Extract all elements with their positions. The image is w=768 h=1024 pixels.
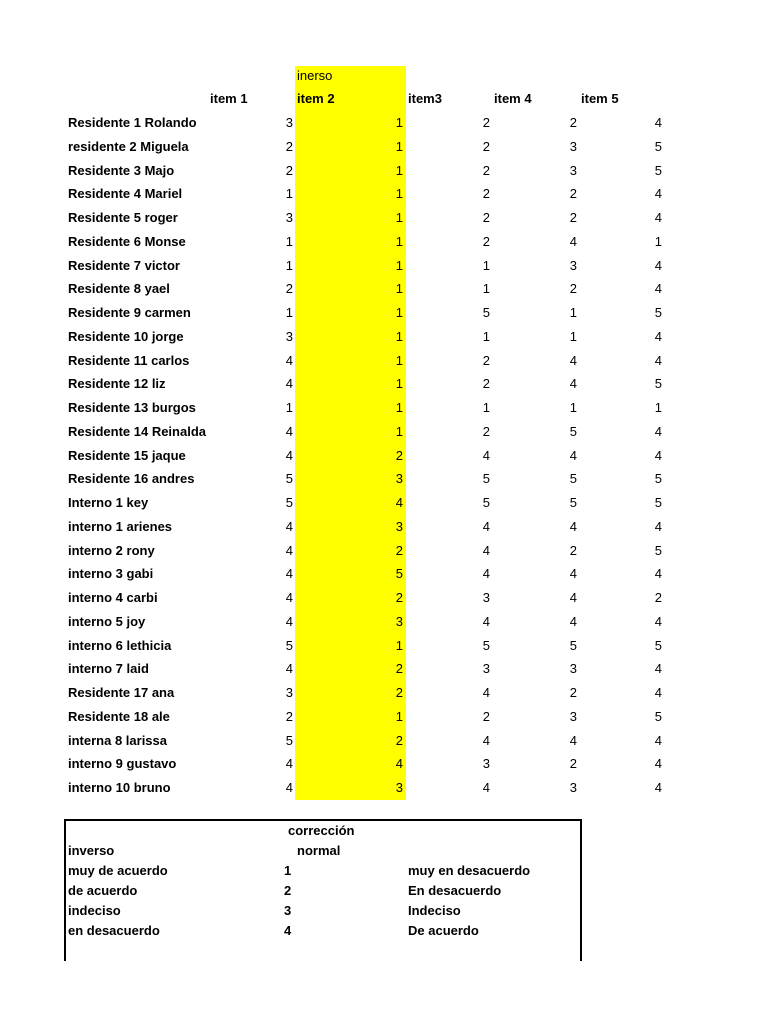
row-value-item5[interactable]: 4 [654, 732, 662, 748]
row-value-item5[interactable]: 4 [654, 257, 662, 273]
col-header-item5[interactable]: item 5 [581, 91, 619, 106]
row-name[interactable]: Residente 16 andres [68, 471, 195, 487]
row-value-item1[interactable]: 5 [285, 471, 293, 487]
row-value-item2[interactable]: 2 [395, 661, 403, 677]
row-value-item1[interactable]: 1 [285, 400, 293, 415]
row-value-item5[interactable]: 4 [654, 186, 662, 202]
row-name[interactable]: interna 8 larissa [68, 732, 167, 748]
row-name[interactable]: interno 3 gabi [68, 566, 154, 582]
legend-value[interactable]: 2 [284, 883, 292, 898]
row-value-item5[interactable]: 4 [654, 352, 662, 368]
row-value-item5[interactable]: 4 [654, 613, 662, 629]
row-name[interactable]: Residente 1 Rolando [68, 115, 197, 130]
legend-value[interactable]: 1 [284, 863, 292, 878]
row-value-item5[interactable]: 2 [654, 590, 662, 605]
row-value-item2[interactable]: 1 [395, 138, 403, 154]
row-value-item5[interactable]: 4 [654, 210, 662, 225]
row-name[interactable]: Residente 18 ale [68, 708, 170, 724]
row-value-item3[interactable]: 2 [482, 138, 490, 154]
row-value-item4[interactable]: 5 [569, 423, 577, 439]
row-value-item5[interactable]: 5 [654, 495, 662, 510]
row-name[interactable]: Residente 12 liz [68, 376, 166, 392]
legend-col-inverso[interactable]: inverso [68, 843, 115, 858]
row-value-item5[interactable]: 4 [654, 281, 662, 297]
row-value-item1[interactable]: 2 [285, 281, 293, 297]
row-name[interactable]: Residente 17 ana [68, 685, 175, 700]
row-name[interactable]: interno 4 carbi [68, 590, 158, 605]
row-value-item3[interactable]: 2 [482, 186, 490, 202]
legend-normal-label[interactable]: Indeciso [408, 903, 461, 918]
row-name[interactable]: residente 2 Miguela [68, 138, 189, 154]
row-value-item3[interactable]: 5 [482, 471, 490, 487]
row-value-item3[interactable]: 2 [482, 162, 490, 178]
row-value-item1[interactable]: 2 [285, 708, 293, 724]
row-value-item3[interactable]: 5 [482, 495, 490, 510]
col-header-item4[interactable]: item 4 [494, 91, 532, 106]
row-value-item3[interactable]: 3 [482, 590, 490, 605]
row-value-item5[interactable]: 4 [654, 115, 662, 130]
row-value-item5[interactable]: 1 [654, 400, 662, 415]
row-value-item4[interactable]: 4 [569, 566, 577, 582]
row-value-item5[interactable]: 4 [654, 685, 662, 700]
row-value-item3[interactable]: 2 [482, 376, 490, 392]
row-value-item3[interactable]: 4 [482, 732, 490, 748]
row-value-item5[interactable]: 4 [654, 780, 662, 795]
row-value-item3[interactable]: 3 [482, 661, 490, 677]
row-name[interactable]: interno 9 gustavo [68, 756, 177, 772]
row-value-item4[interactable]: 2 [569, 115, 577, 130]
row-value-item1[interactable]: 4 [285, 756, 293, 772]
row-value-item4[interactable]: 5 [569, 495, 577, 510]
col-header-item2[interactable]: item 2 [297, 91, 335, 106]
row-value-item1[interactable]: 4 [285, 447, 293, 463]
row-value-item5[interactable]: 5 [654, 162, 662, 178]
row-value-item4[interactable]: 2 [569, 542, 577, 558]
row-value-item4[interactable]: 4 [569, 590, 577, 605]
legend-title[interactable]: corrección [288, 823, 355, 838]
row-value-item2[interactable]: 1 [395, 257, 403, 273]
row-value-item3[interactable]: 2 [482, 115, 490, 130]
legend-inverso-label[interactable]: en desacuerdo [68, 923, 160, 938]
row-value-item4[interactable]: 2 [569, 281, 577, 297]
row-name[interactable]: Residente 13 burgos [68, 400, 196, 415]
row-value-item4[interactable]: 4 [569, 613, 577, 629]
row-name[interactable]: Residente 14 Reinalda [68, 423, 206, 439]
row-name[interactable]: Residente 4 Mariel [68, 186, 183, 202]
row-value-item1[interactable]: 3 [285, 115, 293, 130]
row-value-item4[interactable]: 3 [569, 780, 577, 795]
row-value-item2[interactable]: 1 [395, 210, 403, 225]
row-value-item3[interactable]: 2 [482, 423, 490, 439]
row-value-item2[interactable]: 4 [395, 756, 403, 772]
row-value-item2[interactable]: 1 [395, 423, 403, 439]
row-value-item5[interactable]: 4 [654, 661, 662, 677]
row-value-item2[interactable]: 1 [395, 637, 403, 653]
row-value-item5[interactable]: 4 [654, 756, 662, 772]
row-value-item1[interactable]: 5 [285, 495, 293, 510]
row-value-item5[interactable]: 4 [654, 447, 662, 463]
row-name[interactable]: Residente 10 jorge [68, 328, 184, 344]
row-name[interactable]: Residente 7 victor [68, 257, 180, 273]
row-value-item5[interactable]: 1 [654, 233, 662, 249]
row-value-item2[interactable]: 1 [395, 115, 403, 130]
row-value-item3[interactable]: 4 [482, 613, 490, 629]
row-value-item5[interactable]: 5 [654, 637, 662, 653]
row-value-item1[interactable]: 4 [285, 566, 293, 582]
row-value-item4[interactable]: 2 [569, 685, 577, 700]
row-value-item3[interactable]: 2 [482, 352, 490, 368]
row-value-item3[interactable]: 4 [482, 518, 490, 534]
row-name[interactable]: Residente 15 jaque [68, 447, 186, 463]
row-value-item4[interactable]: 4 [569, 376, 577, 392]
row-value-item1[interactable]: 4 [285, 590, 293, 605]
row-value-item1[interactable]: 1 [285, 305, 293, 320]
row-value-item2[interactable]: 1 [395, 305, 403, 320]
row-value-item3[interactable]: 4 [482, 566, 490, 582]
row-value-item5[interactable]: 4 [654, 328, 662, 344]
row-value-item1[interactable]: 1 [285, 233, 293, 249]
row-value-item4[interactable]: 2 [569, 756, 577, 772]
row-value-item4[interactable]: 3 [569, 708, 577, 724]
row-value-item4[interactable]: 3 [569, 661, 577, 677]
row-value-item2[interactable]: 2 [395, 732, 403, 748]
row-value-item3[interactable]: 2 [482, 233, 490, 249]
row-value-item5[interactable]: 5 [654, 305, 662, 320]
row-value-item2[interactable]: 2 [395, 542, 403, 558]
row-value-item2[interactable]: 1 [395, 233, 403, 249]
row-name[interactable]: Residente 3 Majo [68, 162, 175, 178]
row-name[interactable]: interno 10 bruno [68, 780, 171, 795]
legend-inverso-label[interactable]: de acuerdo [68, 883, 138, 898]
row-value-item3[interactable]: 1 [482, 281, 490, 297]
row-value-item1[interactable]: 4 [285, 613, 293, 629]
legend-normal-label[interactable]: En desacuerdo [408, 883, 502, 898]
legend-inverso-label[interactable]: indeciso [68, 903, 121, 918]
row-value-item4[interactable]: 5 [569, 637, 577, 653]
row-value-item1[interactable]: 4 [285, 542, 293, 558]
row-value-item3[interactable]: 2 [482, 708, 490, 724]
row-value-item2[interactable]: 2 [395, 685, 403, 700]
row-value-item4[interactable]: 3 [569, 257, 577, 273]
row-name[interactable]: interno 6 lethicia [68, 637, 172, 653]
row-value-item3[interactable]: 2 [482, 210, 490, 225]
row-value-item3[interactable]: 5 [482, 637, 490, 653]
row-value-item1[interactable]: 4 [285, 352, 293, 368]
row-value-item4[interactable]: 1 [569, 328, 577, 344]
row-value-item2[interactable]: 1 [395, 400, 403, 415]
row-value-item2[interactable]: 1 [395, 328, 403, 344]
row-value-item1[interactable]: 3 [285, 685, 293, 700]
row-value-item2[interactable]: 2 [395, 590, 403, 605]
legend-col-normal[interactable]: normal [297, 843, 341, 858]
row-value-item1[interactable]: 2 [285, 162, 293, 178]
row-value-item4[interactable]: 4 [569, 352, 577, 368]
row-value-item5[interactable]: 4 [654, 518, 662, 534]
row-value-item3[interactable]: 4 [482, 685, 490, 700]
inverso-note[interactable]: inerso [297, 68, 333, 83]
row-value-item2[interactable]: 1 [395, 352, 403, 368]
legend-normal-label[interactable]: De acuerdo [408, 923, 479, 938]
row-value-item3[interactable]: 1 [482, 257, 490, 273]
legend-value[interactable]: 4 [284, 923, 292, 938]
legend-normal-label[interactable]: muy en desacuerdo [408, 863, 531, 878]
row-value-item4[interactable]: 1 [569, 305, 577, 320]
row-value-item1[interactable]: 3 [285, 328, 293, 344]
row-value-item4[interactable]: 2 [569, 186, 577, 202]
row-value-item2[interactable]: 1 [395, 186, 403, 202]
row-value-item3[interactable]: 1 [482, 400, 490, 415]
row-value-item3[interactable]: 4 [482, 447, 490, 463]
row-value-item2[interactable]: 1 [395, 376, 403, 392]
row-value-item5[interactable]: 5 [654, 708, 662, 724]
row-value-item1[interactable]: 4 [285, 780, 293, 795]
row-value-item4[interactable]: 4 [569, 447, 577, 463]
row-value-item1[interactable]: 3 [285, 210, 293, 225]
col-header-item3[interactable]: item3 [408, 91, 442, 106]
row-value-item4[interactable]: 2 [569, 210, 577, 225]
row-value-item4[interactable]: 1 [569, 400, 577, 415]
row-value-item5[interactable]: 4 [654, 423, 662, 439]
row-value-item5[interactable]: 5 [654, 542, 662, 558]
row-name[interactable]: interno 5 joy [68, 613, 146, 629]
row-name[interactable]: interno 1 arienes [68, 518, 173, 534]
row-value-item4[interactable]: 5 [569, 471, 577, 487]
row-value-item1[interactable]: 4 [285, 376, 293, 392]
row-value-item1[interactable]: 1 [285, 186, 293, 202]
row-name[interactable]: interno 7 laid [68, 661, 149, 677]
row-value-item2[interactable]: 4 [395, 495, 403, 510]
row-value-item5[interactable]: 5 [654, 376, 662, 392]
row-value-item4[interactable]: 4 [569, 732, 577, 748]
row-value-item3[interactable]: 4 [482, 542, 490, 558]
row-value-item1[interactable]: 1 [285, 257, 293, 273]
row-name[interactable]: Residente 6 Monse [68, 233, 186, 249]
row-value-item4[interactable]: 3 [569, 162, 577, 178]
row-value-item4[interactable]: 3 [569, 138, 577, 154]
row-name[interactable]: Interno 1 key [68, 495, 149, 510]
row-value-item2[interactable]: 5 [395, 566, 403, 582]
row-value-item2[interactable]: 1 [395, 281, 403, 297]
row-value-item2[interactable]: 3 [395, 780, 403, 795]
row-value-item3[interactable]: 1 [482, 328, 490, 344]
row-value-item3[interactable]: 5 [482, 305, 490, 320]
row-value-item5[interactable]: 4 [654, 566, 662, 582]
row-name[interactable]: interno 2 rony [68, 542, 155, 558]
row-value-item5[interactable]: 5 [654, 138, 662, 154]
row-value-item5[interactable]: 5 [654, 471, 662, 487]
row-value-item2[interactable]: 3 [395, 613, 403, 629]
row-value-item2[interactable]: 3 [395, 518, 403, 534]
row-value-item1[interactable]: 5 [285, 732, 293, 748]
legend-inverso-label[interactable]: muy de acuerdo [68, 863, 168, 878]
row-name[interactable]: Residente 8 yael [68, 281, 170, 297]
row-value-item4[interactable]: 4 [569, 233, 577, 249]
col-header-item1[interactable]: item 1 [210, 91, 248, 106]
row-value-item3[interactable]: 4 [482, 780, 490, 795]
row-name[interactable]: Residente 9 carmen [68, 305, 191, 320]
row-value-item3[interactable]: 3 [482, 756, 490, 772]
row-value-item1[interactable]: 4 [285, 423, 293, 439]
row-value-item2[interactable]: 2 [395, 447, 403, 463]
row-value-item1[interactable]: 4 [285, 661, 293, 677]
row-value-item4[interactable]: 4 [569, 518, 577, 534]
row-value-item1[interactable]: 5 [285, 637, 293, 653]
row-name[interactable]: Residente 11 carlos [68, 352, 190, 368]
row-value-item2[interactable]: 1 [395, 708, 403, 724]
row-name[interactable]: Residente 5 roger [68, 210, 178, 225]
legend-value[interactable]: 3 [284, 903, 292, 918]
row-value-item1[interactable]: 2 [285, 138, 293, 154]
row-value-item1[interactable]: 4 [285, 518, 293, 534]
row-value-item2[interactable]: 1 [395, 162, 403, 178]
row-value-item2[interactable]: 3 [395, 471, 403, 487]
